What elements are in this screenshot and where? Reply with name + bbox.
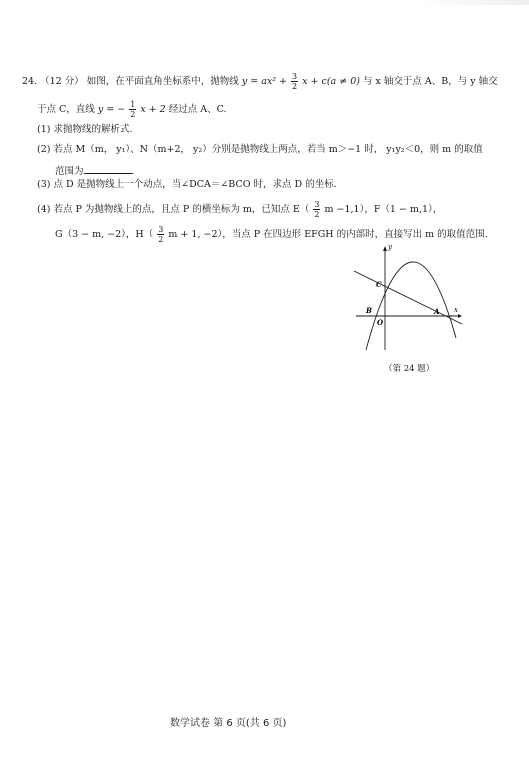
point-a-label: A <box>434 307 440 316</box>
y-axis-label: y <box>388 243 392 251</box>
figure-caption: （第 24 题） <box>384 364 435 374</box>
part-4-pre: (4) 若点 P 为抛物线上的点，且点 P 的横坐标为 m，已知点 E（ <box>37 204 310 215</box>
point-c-label: C <box>376 280 382 289</box>
fraction-denominator: 2 <box>292 82 298 91</box>
problem-points: （12 分） <box>40 76 84 87</box>
parabola-coef-fraction <box>291 72 298 91</box>
scan-shadow <box>415 0 529 5</box>
part-3: (3) 点 D 是抛物线上一个动点，当∠DCA＝∠BCO 时，求点 D 的坐标. <box>37 179 337 190</box>
answer-blank <box>84 164 132 174</box>
part-2-line-1: (2) 若点 M（m， y₁）、N（m+2， y₂）分别是抛物线上两点，若当 m＞−1 时， y₁y₂＜0，则 m 的取值 <box>37 144 483 155</box>
fraction-numerator: 3 <box>314 200 320 209</box>
x-axis-label: x <box>454 306 458 314</box>
point-b-label: B <box>366 306 372 315</box>
problem-line-1 <box>22 72 498 91</box>
part-4-line-1 <box>37 200 442 219</box>
problem-stem-b: 与 x 轴交于点 A、B，与 y 轴交 <box>363 76 498 87</box>
part-4-post: m −1,1），F（1 − m,1）， <box>324 204 443 215</box>
problem-stem-d: 经过点 A、C. <box>168 104 227 115</box>
point-h-fraction <box>157 225 164 244</box>
part-2-range-label: 范围为 <box>55 166 84 177</box>
line-coef-fraction <box>129 100 136 119</box>
fraction-numerator: 3 <box>292 72 298 81</box>
part-4b-pre: G（3 − m, −2），H（ <box>55 229 154 240</box>
y-axis-arrow <box>383 246 387 251</box>
line-rhs: x + 2 <box>140 104 166 115</box>
part-2-line-2 <box>55 164 135 178</box>
parabola-lhs: y = ax² + <box>241 76 288 87</box>
point-e-fraction <box>313 200 320 219</box>
fraction-denominator: 2 <box>314 210 320 219</box>
parabola-curve <box>366 262 456 350</box>
problem-number: 24. <box>22 76 38 87</box>
coordinate-figure <box>350 240 465 355</box>
x-axis-arrow <box>458 314 462 318</box>
line-lhs: y = − <box>97 104 126 115</box>
part-1: (1) 求抛物线的解析式. <box>37 124 133 135</box>
parabola-rhs: x + c(a ≠ 0) <box>302 76 360 87</box>
problem-stem-c: 于点 C，直线 <box>37 104 95 115</box>
fraction-denominator: 2 <box>130 110 136 119</box>
part-2-period: . <box>131 166 135 177</box>
fraction-denominator: 2 <box>158 235 164 244</box>
page-footer: 数学试卷 第 6 页(共 6 页) <box>170 718 287 729</box>
origin-label: O <box>377 318 384 327</box>
fraction-numerator: 1 <box>130 100 136 109</box>
part-4b-post: m + 1, −2），当点 P 在四边形 EFGH 的内部时，直接写出 m 的取值范围. <box>168 229 488 240</box>
fraction-numerator: 3 <box>158 225 164 234</box>
problem-stem-a: 如图，在平面直角坐标系中，抛物线 <box>86 76 239 87</box>
problem-line-2 <box>37 100 227 119</box>
